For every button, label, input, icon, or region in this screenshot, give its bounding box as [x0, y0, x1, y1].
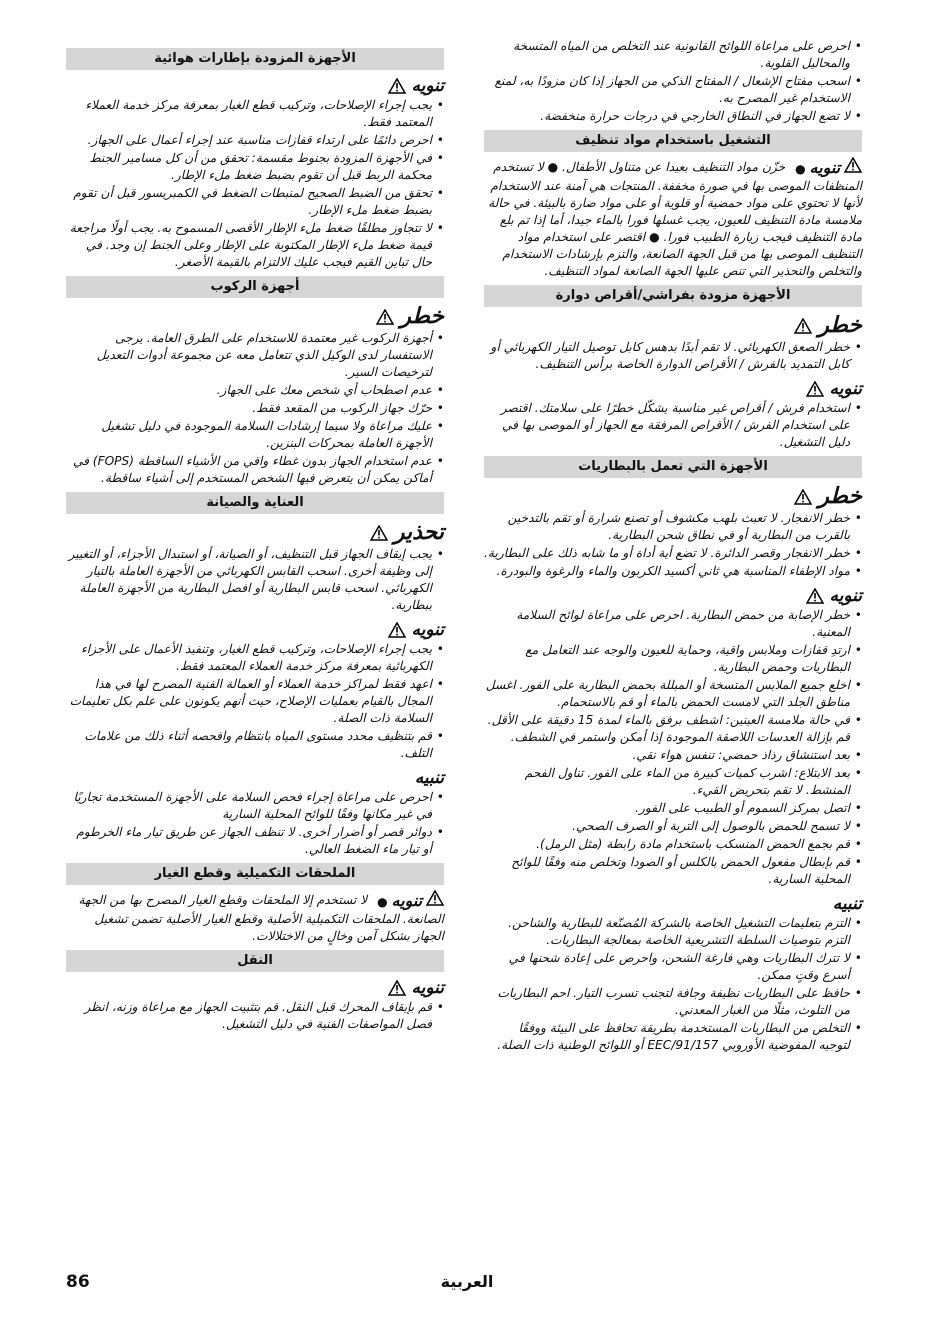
caution-label — [66, 76, 444, 96]
section-heading: العناية والصيانة — [66, 492, 444, 514]
warning-word: تنويه — [809, 158, 841, 177]
warning-triangle-icon — [844, 157, 862, 173]
warning-word: تنويه — [829, 379, 862, 399]
list-item: • قم بإبطال مفعول الحمض بالكلس أو الصودا وتخلص منه وفقًا للوائح المحلية السارية. — [484, 854, 862, 888]
note-word: تنبيه — [414, 768, 444, 788]
danger-list — [66, 330, 444, 487]
list-item: • التخلص من البطاريات المستخدمة بطريقة تحافظ على البيئة ووفقًا لتوجيه المفوضية الأوروبي EEC/91/157 أو اللوائح الوطنية ذات الصلة. — [484, 1020, 862, 1054]
caution-list — [66, 97, 444, 271]
note-label — [484, 894, 862, 914]
caution-label — [66, 620, 444, 640]
list-item: • لا تسمح للحمض بالوصول إلى التربة أو الصرف الصحي. — [484, 818, 862, 835]
caution-label — [66, 978, 444, 998]
list-item: • دوائر قصر أو أضرار أخرى. لا تنظف الجهاز عن طريق تيار ماء الخرطوم أو تيار ماء الضغط العالي. — [66, 824, 444, 858]
caution-label — [484, 379, 862, 399]
page-number: 86 — [66, 1272, 90, 1292]
warning-word: تنويه — [411, 620, 444, 640]
caution-list — [484, 607, 862, 888]
section-heading: الأجهزة مزودة بفراشي/أقراص دوارة — [484, 285, 862, 307]
warning-label: تنويه ● — [795, 157, 862, 178]
warning-triangle-icon — [370, 525, 388, 541]
danger-label — [484, 484, 862, 509]
warning-word: تحذير — [393, 520, 444, 545]
warning-word: تنويه — [829, 586, 862, 606]
list-item: • عدم استخدام الجهاز بدون غطاء واقي من الأشياء الساقطة (FOPS) في أماكن يمكن أن يتعرض فيها الشخص المستخدم إلى أشياء ساقطة. — [66, 453, 444, 487]
danger-label — [484, 313, 862, 338]
list-item: • يجب إجراء الإصلاحات، وتركيب قطع الغيار، وتنفيذ الأعمال على الأجزاء الكهربائية بمعرفة مركز خدمة العملاء المعتمد فقط. — [66, 641, 444, 675]
list-item: • يجب إجراء الإصلاحات، وتركيب قطع الغيار بمعرفة مركز خدمة العملاء المعتمد فقط. — [66, 97, 444, 131]
list-item: • خطر الانفجار وقصر الدائرة. لا تضع أية أداة أو ما شابه ذلك على البطارية. — [484, 545, 862, 562]
list-item: • اسحب مفتاح الإشعال / المفتاح الذكي من الجهاز إذا كان مزودًا به، لمنع الاستخدام غير المصرح به. — [484, 73, 862, 107]
warning-triangle-icon — [376, 309, 394, 325]
warning-word: خطر — [818, 484, 862, 509]
list-item: • تحقق من الضبط الصحيح لمنبطات الضغط في الكمبريسور قبل أن تقوم بضبط ضغط ملء الإطار. — [66, 185, 444, 219]
warning-triangle-icon — [388, 622, 406, 638]
list-item: • حافظ على البطاريات نظيفة وجافة لتجنب تسرب التيار. احم البطاريات من التلوث، مثلًا من الغبار المعدني. — [484, 985, 862, 1019]
list-item: • بعد الابتلاع: اشرب كميات كبيرة من الماء على الفور. تناول الفحم المنشط. لا تقم بتحريض القيء. — [484, 765, 862, 799]
list-item: • لا تتجاوز مطلقًا ضغط ملء الإطار الأقصى المسموح به. يجب أولًا مراجعة قيمة ضغط ملء الإطار المكتوبة على الإطار وعلى الجنط إن وجد. في حال تباين القيم فيجب عليك الالتزام بالقيمة الأصغر. — [66, 220, 444, 271]
warning-triangle-icon — [794, 318, 812, 334]
list-item: • بعد استنشاق رذاذ حمضي: تنفس هواء نقي. — [484, 747, 862, 764]
warning-triangle-icon — [426, 890, 444, 906]
list-item: • لا تترك البطاريات وهي فارغة الشحن، واحرص على إعادة شحنها في أسرع وقتٍ ممكن. — [484, 950, 862, 984]
warning-word: خطر — [818, 313, 862, 338]
list-item: • خطر الإصابة من حمض البطارية. احرص على مراعاة لوائح السلامة المعنية. — [484, 607, 862, 641]
section-heading: الأجهزة التي تعمل بالبطاريات — [484, 456, 862, 478]
caution-label — [484, 586, 862, 606]
section-heading: التشغيل باستخدام مواد تنظيف — [484, 130, 862, 152]
list-item: • في حالة ملامسة العينين: اشطف برفق بالماء لمدة 15 دقيقة على الأقل. قم بإزالة العدسات اللاصقة الموجودة إذا أمكن واستمر في الشطف. — [484, 712, 862, 746]
list-item: • قم بتنظيف محدد مستوى المياه بانتظام وافحصه أثناء ذلك من علامات التلف. — [66, 728, 444, 762]
danger-list — [484, 510, 862, 580]
danger-label — [66, 304, 444, 329]
warning-triangle-icon — [806, 381, 824, 397]
list-item: • قم بإيقاف المحرك قبل النقل. قم بتثبيت الجهاز مع مراعاة وزنه، انظر فصل المواصفات الفنية في دليل التشغيل. — [66, 999, 444, 1033]
top-list — [484, 38, 862, 125]
list-item: • عليك مراعاة ولا سيما إرشادات السلامة الموجودة في دليل تشغيل الأجهزة العاملة بمحركات البنزين. — [66, 418, 444, 452]
caution-list — [66, 999, 444, 1033]
list-item: • في الأجهزة المزودة بجنوط مقسمة: تحقق من أن كل مسامير الجنط محكمة الربط قبل أن تقوم بضبط ضغط ملء الإطار. — [66, 150, 444, 184]
list-item: • مواد الإطفاء المناسبة هي ثاني أكسيد الكربون والماء والرغوة والبودرة. — [484, 563, 862, 580]
warning-list — [66, 546, 444, 614]
warning-word: خطر — [400, 304, 444, 329]
list-item: • استخدام فرش / أقراص غير مناسبة يشكّل خطرًا على سلامتك. اقتصر على استخدام الفرش / الأقراص المرفقة مع الجهاز أو الموصى بها في دليل التشغيل. — [484, 400, 862, 451]
list-item: • احرص على مراعاة اللوائح القانونية عند التخلص من المياه المتسخة والمحاليل القلوية. — [484, 38, 862, 72]
warning-word: تنويه — [391, 891, 423, 910]
section-heading: أجهزة الركوب — [66, 276, 444, 298]
list-item: • اخلع جميع الملابس المتسخة أو المبللة بحمض البطارية على الفور. اغسل مناطق الجلد التي لامست الحمض بالماء أو قم بالاستحمام. — [484, 677, 862, 711]
section-heading: الأجهزة المزودة بإطارات هوائية — [66, 48, 444, 70]
note-word: تنبيه — [832, 894, 862, 914]
caution-list — [66, 641, 444, 762]
paragraph-text: لا تستخدم إلا الملحقات وقطع الغيار المصرح بها من الجهة الصانعة. الملحقات التكميلية الأصلية وقطع الغيار الأصلية تضمن تشغيل الجهاز بشكل آمن وخالٍ من الاختلالات. — [78, 893, 444, 943]
list-item: • عدم اصطحاب أي شخص معك على الجهاز. — [66, 382, 444, 399]
list-item: • احرص دائمًا على ارتداء قفازات مناسبة عند إجراء أعمال على الجهاز. — [66, 132, 444, 149]
section-heading: الملحقات التكميلية وقطع الغيار — [66, 863, 444, 885]
cleaning-agents-text — [484, 157, 862, 280]
warning-triangle-icon — [794, 489, 812, 505]
list-item: • خطر الانفجار. لا تعبث بلهب مكشوف أو تصنع شرارة أو تقم بالتدخين بالقرب من البطارية أو في نطاق شحن البطارية. — [484, 510, 862, 544]
warning-word: تنويه — [411, 76, 444, 96]
warning-label: تنويه ● — [377, 890, 444, 911]
accessories-text — [66, 890, 444, 945]
section-heading: النقل — [66, 950, 444, 972]
danger-list — [484, 339, 862, 373]
note-list — [66, 789, 444, 858]
list-item: • احرص على مراعاة إجراء فحص السلامة على الأجهزة المستخدمة تجاريًا في غير مكانها وفقًا للوائح المحلية السارية — [66, 789, 444, 823]
list-item: • التزم بتعليمات التشغيل الخاصة بالشركة المُصنّعة للبطارية والشاحن. التزم بتوصيات السلطة التشريعية الخاصة بمعالجة البطاريات. — [484, 915, 862, 949]
list-item: • خطر الصعق الكهربائي. لا تقم أبدًا بدهس كابل توصيل التيار الكهربائي أو كابل التمديد بالفرش / الأقراص الدوارة الخاصة برأس التنظيف. — [484, 339, 862, 373]
right-column — [484, 38, 862, 1055]
caution-list — [484, 400, 862, 451]
warning-word: تنويه — [411, 978, 444, 998]
warning-triangle-icon — [806, 588, 824, 604]
list-item: • قم بجمع الحمض المنسكب باستخدام مادة رابطة (مثل الرمل). — [484, 836, 862, 853]
warning-triangle-icon — [388, 78, 406, 94]
list-item: • حرّك جهاز الركوب من المقعد فقط. — [66, 400, 444, 417]
list-item: • أجهزة الركوب غير معتمدة للاستخدام على الطرق العامة. يرجى الاستفسار لدى الوكيل الذي تتعامل معه عن مجموعة أدوات التعديل لترخيصات السير. — [66, 330, 444, 381]
left-column — [66, 38, 444, 1034]
warning-triangle-icon — [388, 980, 406, 996]
note-list — [484, 915, 862, 1054]
list-item: • يجب إيقاف الجهاز قبل التنظيف، أو الصيانة، أو استبدال الأجزاء، أو التغيير إلى وظيفة أخرى. اسحب القابس الكهربائي من الأجهزة العاملة بالتيار الكهربائي. اسحب قابس البطارية أو افصل البطارية من الأجهزة العاملة ببطارية. — [66, 546, 444, 614]
list-item: • ارتدِ قفازات وملابس واقية، وحماية للعيون والوجه عند التعامل مع البطاريات وحمض البطارية. — [484, 642, 862, 676]
warning-label — [66, 520, 444, 545]
footer-language: العربية — [440, 1272, 494, 1291]
note-label — [66, 768, 444, 788]
list-item: • لا تضع الجهاز في النطاق الخارجي في درجات حرارة منخفضة. — [484, 108, 862, 125]
list-item: • اعهد فقط لمراكز خدمة العملاء أو العمالة الفنية المصرح لها في هذا المجال بالقيام بعمليات الإصلاح، حيث أنهم يكونون على علم بكل تعليمات السلامة ذات الصلة. — [66, 676, 444, 727]
list-item: • اتصل بمركز السموم أو الطبيب على الفور. — [484, 800, 862, 817]
paragraph-text: خزّن مواد التنظيف بعيدا عن متناول الأطفال. ● لا تستخدم المنظفات الموصى بها في صورة مخففة. المنتجات هي آمنة عند الاستخدام لأنها لا تحتوي على مواد حمضية أو قلوية أو على مواد ضارة بالبيئة. في حالة ملامسة مادة التنظيف للعيون، يجب غسلها فورا بالماء جيدا، أما إذا تم بلع مادة التنظيف فيجب زيارة الطبيب فورا. ● اقتصر على استخدام مواد التنظيف الموصى بها من قبل الجهة الصانعة، والتزم بإرشادات الاستخدام والتخلص والتحذير التي تنص عليها الجهة الصانعة لمواد التنظيف. — [488, 160, 862, 278]
